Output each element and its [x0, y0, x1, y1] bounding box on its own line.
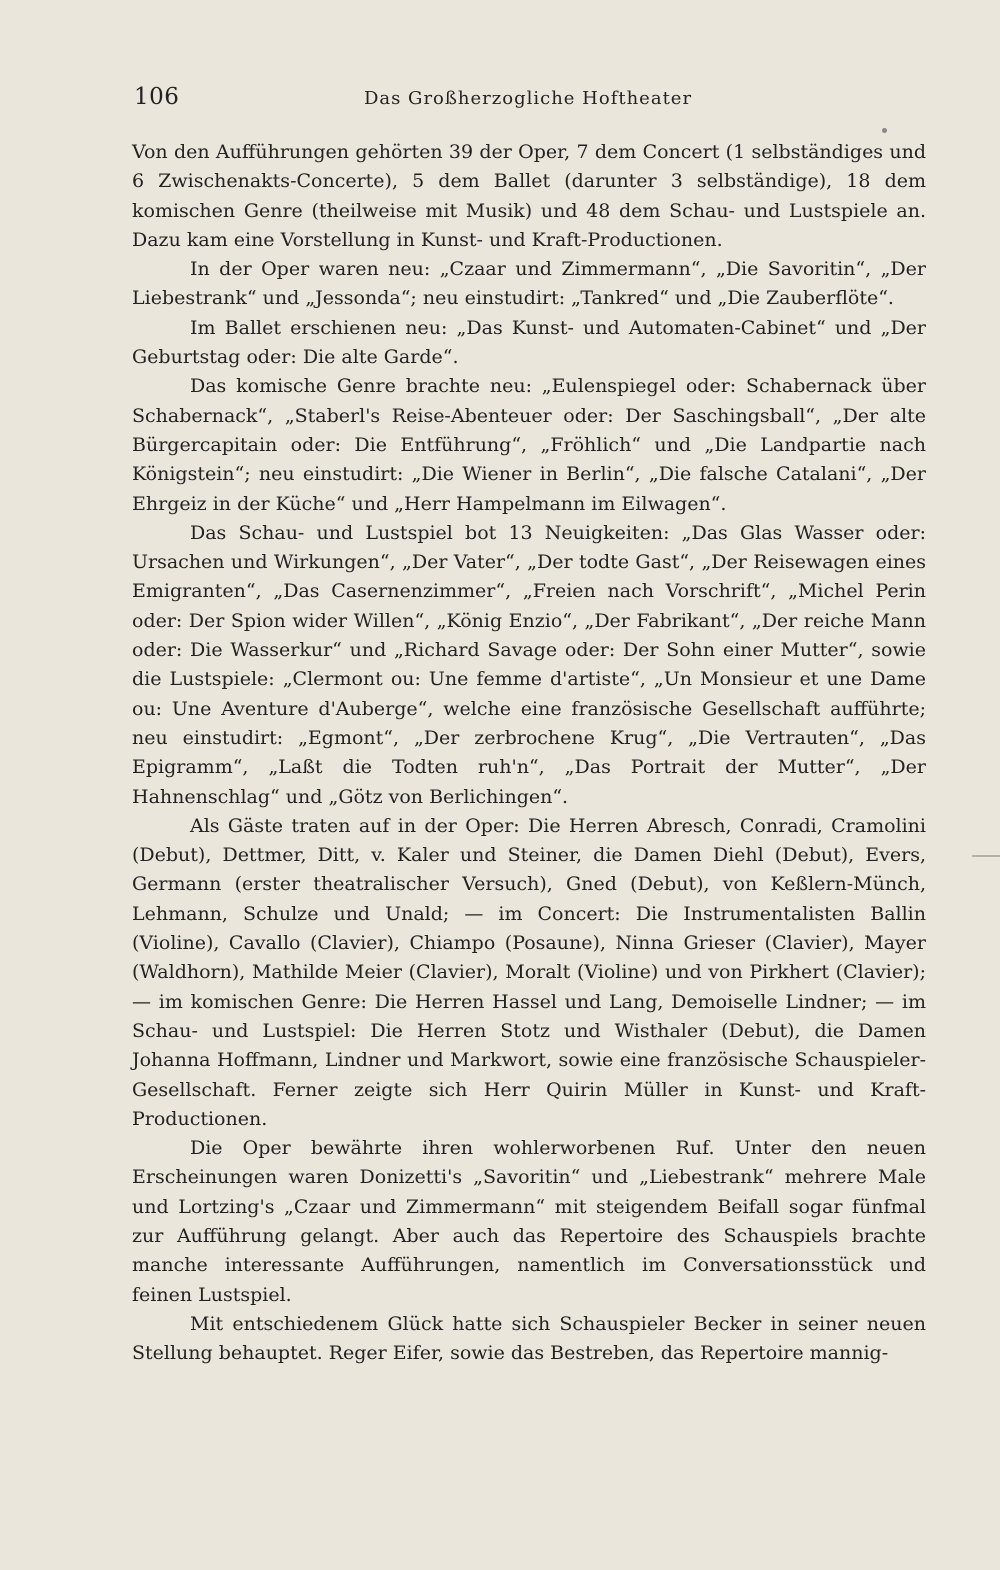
page-body — [132, 138, 926, 1368]
page-header — [130, 84, 926, 116]
ink-speck — [882, 128, 887, 133]
paragraph: Im Ballet erschienen neu: „Das Kunst- und Automaten-Cabinet“ und „Der Geburtstag oder: Die alte Garde“. — [132, 316, 926, 369]
running-title: Das Großherzogliche Hoftheater — [363, 88, 693, 109]
paragraph: Mit entschiedenem Glück hatte sich Schauspieler Becker in seiner neuen Stellung behauptet. Reger Eifer, sowie das Bestreben, das Repertoire mannig- — [132, 1312, 926, 1365]
paragraph: Das komische Genre brachte neu: „Eulenspiegel oder: Schabernack über Schabernack“, „Staberl's Reise-Abenteuer oder: Der Saschingsball“, „Der alte Bürgercapitain oder: Die Entführung“, „Fröhlich“ und „Die Landpartie nach Königstein“; neu einstudirt: „Die Wiener in Berlin“, „Die falsche Catalani“, „Der Ehrgeiz in der Küche“ und „Herr Hampelmann im Eilwagen“. — [132, 375, 926, 515]
paragraph: Als Gäste traten auf in der Oper: Die Herren Abresch, Conradi, Cramolini (Debut), Dettmer, Ditt, v. Kaler und Steiner, die Damen Diehl (Debut), Evers, Germann (erster theatralischer Versuch), Gned (Debut), von Keßlern-Münch, Lehmann, Schulze und Unald; — im Concert: Die Instrumentalisten Ballin (Violine), Cavallo (Clavier), Chiampo (Posaune), Ninna Grieser (Clavier), Mayer (Waldhorn), Mathilde Meier (Clavier), Moralt (Violine) und von Pirkhert (Clavier); — im komischen Genre: Die Herren Hassel und Lang, Demoiselle Lindner; — im Schau- und Lustspiel: Die Herren Stotz und Wisthaler (Debut), die Damen Johanna Hoffmann, Lindner und Markwort, sowie eine französische Schauspieler-Gesellschaft. Ferner zeigte sich Herr Quirin Müller in Kunst- und Kraft-Productionen. — [132, 814, 926, 1130]
paragraph: In der Oper waren neu: „Czaar und Zimmermann“, „Die Savoritin“, „Der Liebestrank“ und „Jessonda“; neu einstudirt: „Tankred“ und „Die Zauberflöte“. — [132, 258, 926, 310]
page-number: 106 — [134, 84, 180, 110]
paragraph: Die Oper bewährte ihren wohlerworbenen Ruf. Unter den neuen Erscheinungen waren Donizetti's „Savoritin“ und „Liebestrank“ mehrere Male und Lortzing's „Czaar und Zimmermann“ mit steigendem Beifall sogar fünfmal zur Aufführung gelangt. Aber auch das Repertoire des Schauspiels brachte manche interessante Aufführungen, namentlich im Conversationsstück und feinen Lustspiel. — [132, 1137, 926, 1306]
paragraph: Das Schau- und Lustspiel bot 13 Neuigkeiten: „Das Glas Wasser oder: Ursachen und Wirkungen“, „Der Vater“, „Der todte Gast“, „Der Reisewagen eines Emigranten“, „Das Casernenzimmer“, „Freien nach Vorschrift“, „Michel Perin oder: Der Spion wider Willen“, „König Enzio“, „Der Fabrikant“, „Der reiche Mann oder: Die Wasserkur“ und „Richard Savage oder: Der Sohn einer Mutter“, sowie die Lustspiele: „Clermont ou: Une femme d'artiste“, „Un Monsieur et une Dame ou: Une Aventure d'Auberge“, welche eine französische Gesellschaft aufführte; neu einstudirt: „Egmont“, „Der zerbrochene Krug“, „Die Vertrauten“, „Das Epigramm“, „Laßt die Todten ruh'n“, „Das Portrait der Mutter“, „Der Hahnenschlag“ und „Götz von Berlichingen“. — [132, 521, 926, 808]
paragraph: Von den Aufführungen gehörten 39 der Oper, 7 dem Concert (1 selbständiges und 6 Zwischenakts-Concerte), 5 dem Ballet (darunter 3 selbständige), 18 dem komischen Genre (theilweise mit Musik) und 48 dem Schau- und Lustspiele an. Dazu kam eine Vorstellung in Kunst- und Kraft-Productionen. — [132, 141, 926, 251]
edge-mark — [972, 855, 1000, 857]
